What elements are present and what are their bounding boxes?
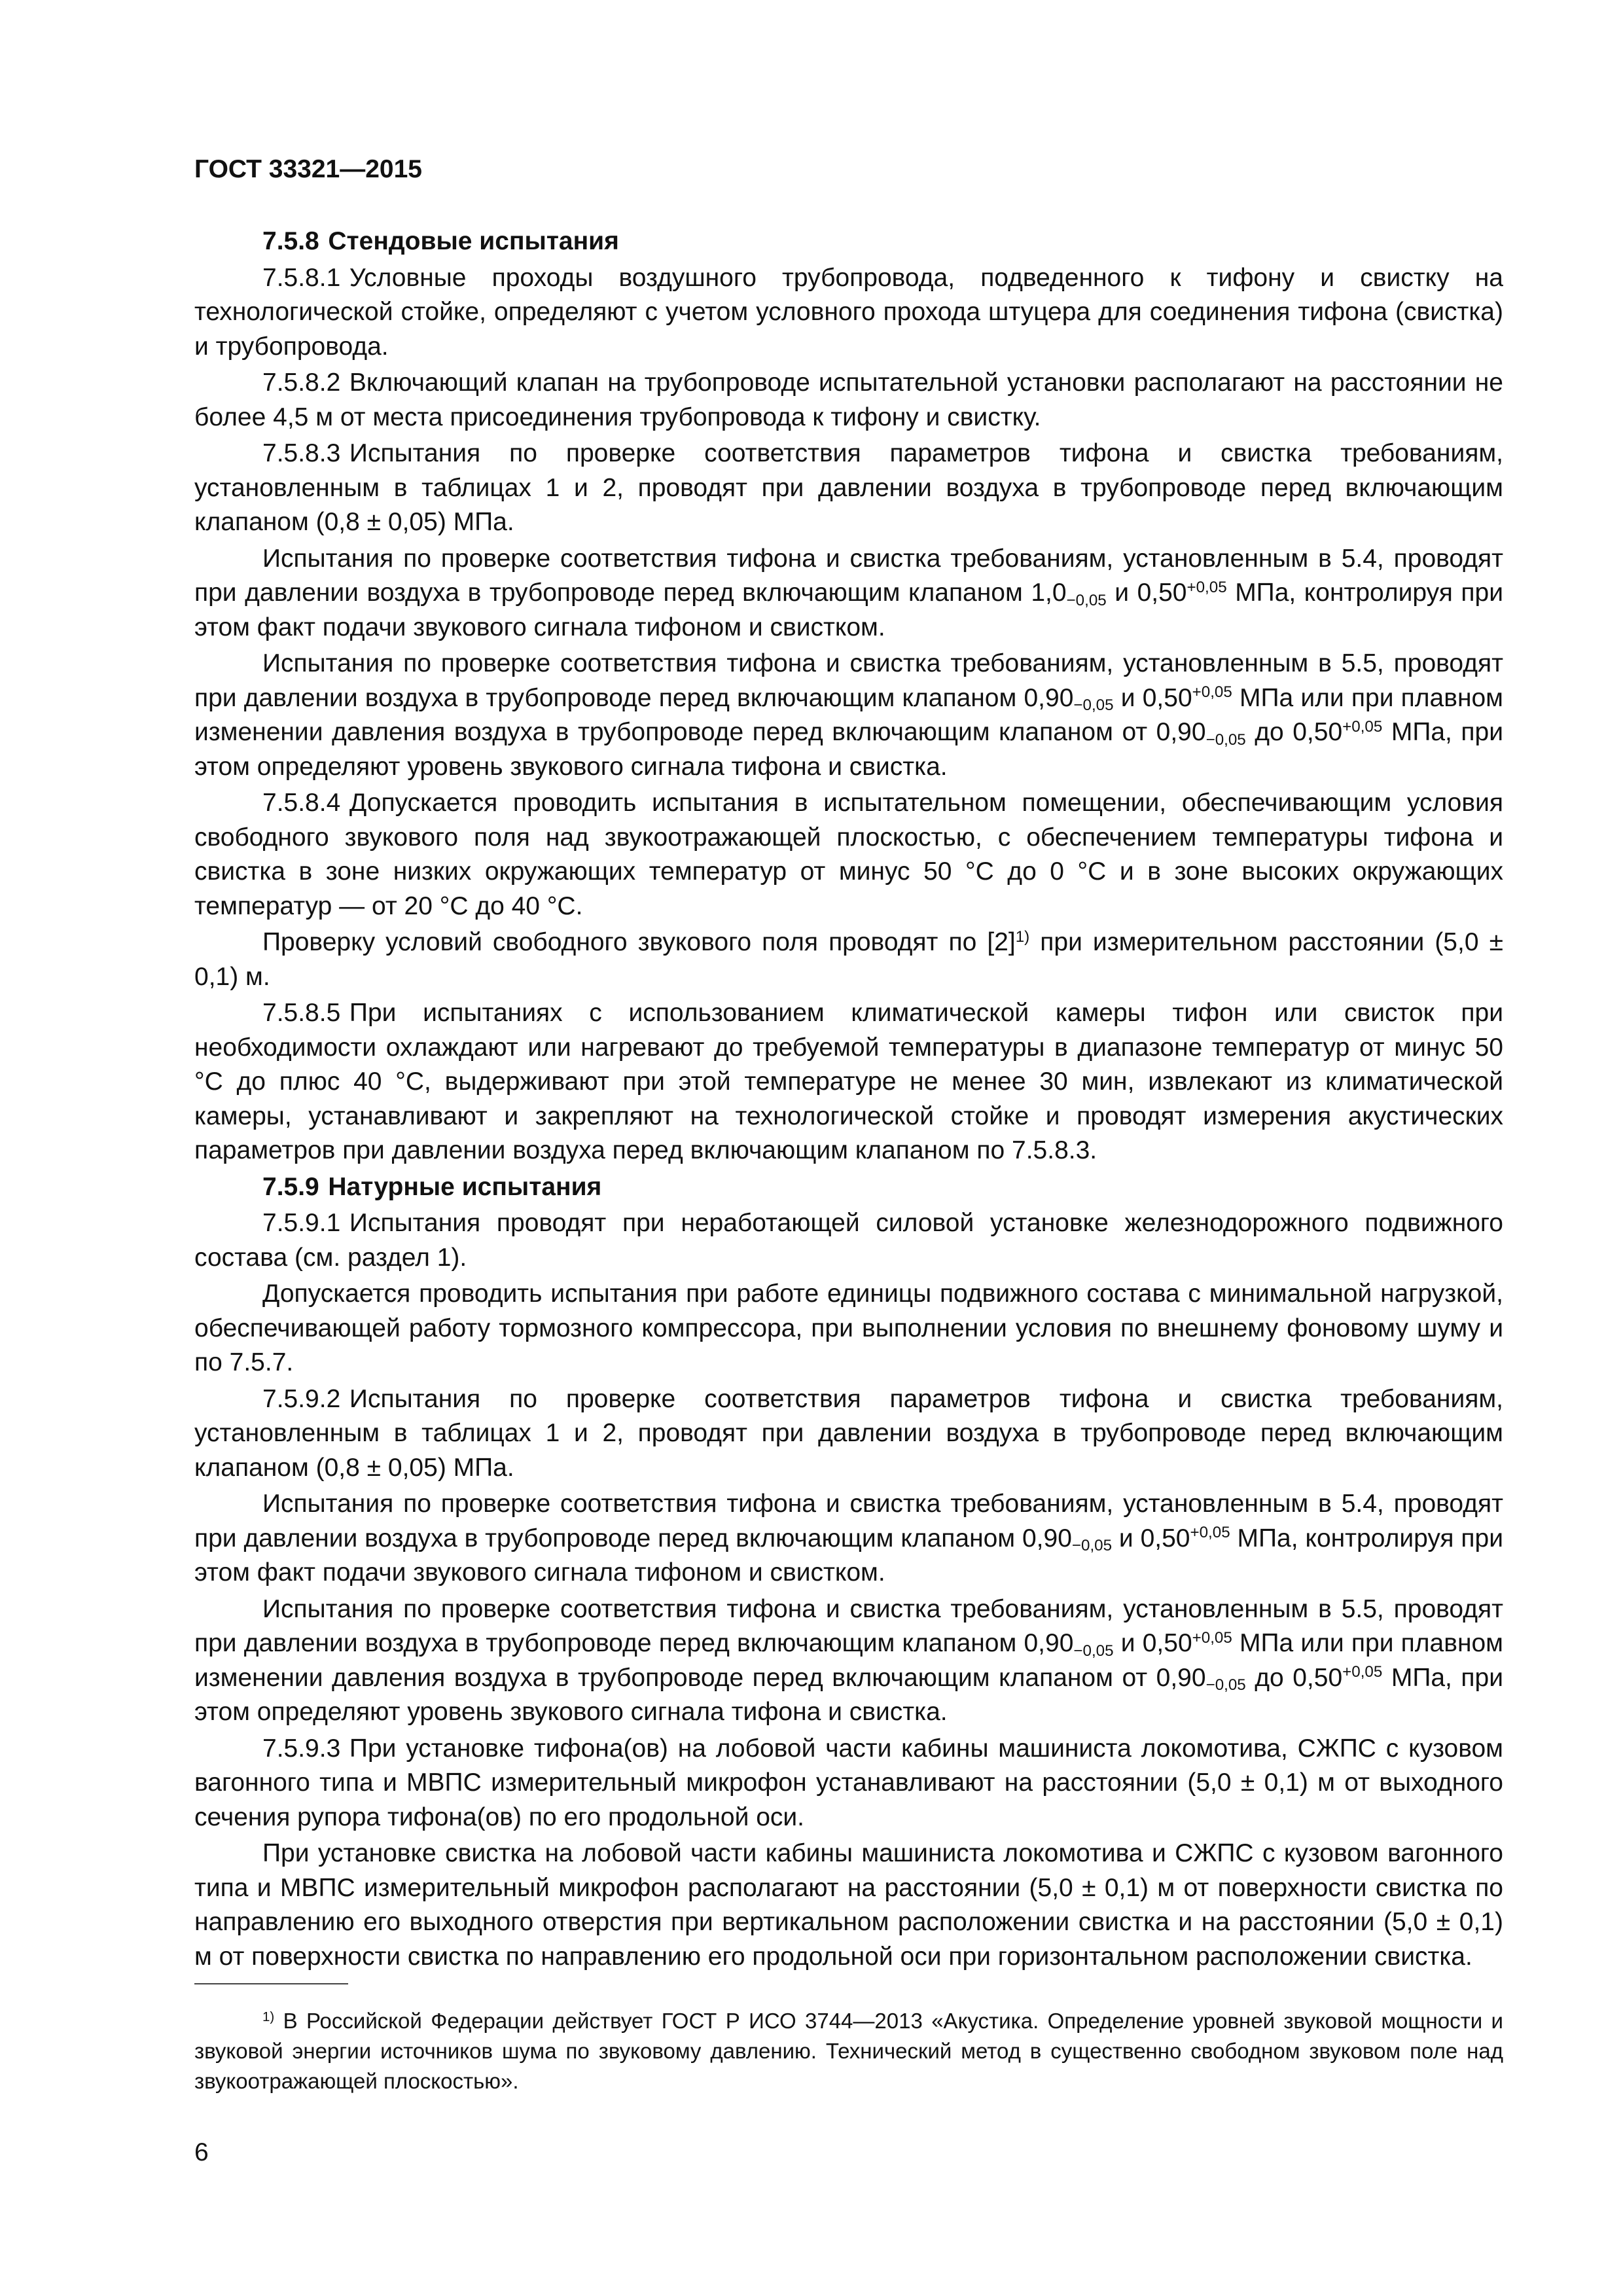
text-run: МПа или при плавном изменении давления воздуха в трубопроводе перед включающим клапаном от 0,90	[194, 683, 1503, 746]
text-run: Проверку условий свободного звукового поля проводят по [2]	[262, 928, 1016, 956]
text-run: МПа, при этом определяют уровень звукового сигнала тифона и свистка.	[194, 718, 1504, 781]
text-run: и 0,50	[1113, 683, 1192, 712]
text-run: до 0,50	[1245, 718, 1343, 746]
footnote-reference[interactable]: 1)	[1015, 927, 1030, 946]
footnote-divider	[194, 1983, 348, 1984]
text-run: и 0,50	[1113, 1629, 1192, 1657]
paragraph-7-5-8-3-b	[194, 542, 1503, 645]
text-run: Испытания по проверке соответствия тифона и свистка требованиям, установленным в 5.4, проводят при давлении воздуха в трубопроводе перед включающим клапаном 1,0	[194, 544, 1503, 607]
clause-number: 7.5.9.3	[262, 1734, 341, 1763]
clause-number: 7.5.8.1	[262, 263, 341, 292]
paragraph-7-5-9-1	[194, 1206, 1503, 1275]
clause-text: Допускается проводить испытания в испытательном помещении, обеспечивающим условия свободного звукового поля над звукоотражающей плоскостью, с обеспечением температуры тифона и свистка в зоне низких окружающих температур от минус 50 °С до 0 °С и в зоне высоких окружающих температур — от 20 °С до 40 °С.	[194, 789, 1503, 920]
paragraph-7-5-8-3-c	[194, 647, 1503, 784]
text-run: МПа, контролируя при этом факт подачи звукового сигнала тифоном и свистком.	[194, 579, 1503, 641]
footnote-marker: 1)	[262, 2009, 275, 2024]
text-run: при измерительном расстоянии (5,0 ± 0,1) м.	[194, 928, 1503, 991]
clause-number: 7.5.8.2	[262, 368, 341, 397]
tolerance-superscript: +0,05	[1342, 1663, 1383, 1681]
clause-text: При установке свистка на лобовой части кабины машиниста локомотива и СЖПС с кузовом вагонного типа и МВПС измерительный микрофон располагают на расстоянии (5,0 ± 0,1) м от поверхности свистка по направлению его выходного отверстия при вертикальном расположении свистка и на расстоянии (5,0 ± 0,1) м от поверхности свистка по направлению его продольной оси при горизонтальном расположении свистка.	[194, 1839, 1503, 1971]
paragraph-7-5-9-1-b	[194, 1277, 1503, 1380]
paragraph-7-5-9-2-b	[194, 1487, 1503, 1590]
text-run: и 0,50	[1112, 1524, 1190, 1552]
section-number: 7.5.9	[262, 1172, 319, 1201]
paragraph-7-5-8-1	[194, 261, 1503, 365]
text-run: до 0,50	[1245, 1663, 1343, 1692]
text-run: МПа, при этом определяют уровень звукового сигнала тифона и свистка.	[194, 1663, 1504, 1726]
page-number: 6	[194, 2138, 209, 2166]
tolerance-superscript: +0,05	[1186, 578, 1227, 596]
text-run: Испытания по проверке соответствия тифона и свистка требованиям, установленным в 5.4, проводят при давлении воздуха в трубопроводе перед включающим клапаном 0,90	[194, 1490, 1503, 1552]
paragraph-7-5-9-2-c	[194, 1592, 1503, 1730]
section-heading-7-5-8	[194, 224, 1503, 259]
paragraph-7-5-8-5	[194, 996, 1503, 1168]
tolerance-subscript: −0,05	[1073, 696, 1114, 715]
section-title: Натурные испытания	[328, 1172, 602, 1201]
text-run: Испытания по проверке соответствия тифона и свистка требованиям, установленным в 5.5, проводят при давлении воздуха в трубопроводе перед включающим клапаном 0,90	[194, 649, 1503, 712]
paragraph-7-5-8-3	[194, 437, 1503, 540]
text-run: МПа, контролируя при этом факт подачи звукового сигнала тифоном и свистком.	[194, 1524, 1504, 1587]
tolerance-subscript: −0,05	[1071, 1537, 1113, 1555]
tolerance-subscript: −0,05	[1205, 730, 1246, 749]
clause-text: Условные проходы воздушного трубопровода, подведенного к тифону и свистку на технологической стойке, определяют с учетом условного прохода штуцера для соединения тифона (свистка) и трубопровода.	[194, 263, 1503, 361]
clause-text: Испытания проводят при неработающей силовой установке железнодорожного подвижного состава (см. раздел 1).	[194, 1209, 1503, 1272]
paragraph-7-5-8-2	[194, 366, 1503, 435]
clause-text: Допускается проводить испытания при работе единицы подвижного состава с минимальной нагрузкой, обеспечивающей работу тормозного компрессора, при выполнении условия по внешнему фоновому шуму и по 7.5.7.	[194, 1280, 1503, 1376]
clause-text: При испытаниях с использованием климатической камеры тифон или свисток при необходимости охлаждают или нагревают до требуемой температуры в диапазоне температур от минус 50 °С до плюс 40 °С, выдерживают при этой температуре не менее 30 мин, извлекают из климатической камеры, устанавливают и закрепляют на технологической стойке и проводят измерения акустических параметров при давлении воздуха перед включающим клапаном по 7.5.8.3.	[194, 999, 1503, 1164]
footnote	[194, 2006, 1503, 2096]
tolerance-superscript: +0,05	[1192, 1628, 1232, 1647]
tolerance-subscript: −0,05	[1073, 1641, 1114, 1660]
tolerance-superscript: +0,05	[1342, 717, 1383, 736]
tolerance-superscript: +0,05	[1192, 683, 1232, 702]
tolerance-superscript: +0,05	[1190, 1524, 1230, 1542]
section-title: Стендовые испытания	[328, 227, 619, 255]
clause-text: При установке тифона(ов) на лобовой части кабины машиниста локомотива, СЖПС с кузовом вагонного типа и МВПС измерительный микрофон устанавливают на расстоянии (5,0 ± 0,1) м от выходного сечения рупора тифона(ов) по его продольной оси.	[194, 1734, 1503, 1831]
document-header: ГОСТ 33321—2015	[194, 155, 422, 183]
clause-text: Испытания по проверке соответствия параметров тифона и свистка требованиям, установленным в таблицах 1 и 2, проводят при давлении воздуха в трубопроводе перед включающим клапаном (0,8 ± 0,05) МПа.	[194, 439, 1503, 536]
paragraph-7-5-9-2	[194, 1382, 1503, 1486]
clause-number: 7.5.9.2	[262, 1384, 341, 1413]
tolerance-subscript: −0,05	[1205, 1676, 1246, 1695]
clause-text: Включающий клапан на трубопроводе испытательной установки располагают на расстоянии не более 4,5 м от места присоединения трубопровода к тифону и свистку.	[194, 368, 1503, 431]
document-page	[194, 154, 1503, 2248]
clause-number: 7.5.8.5	[262, 999, 341, 1027]
clause-text: Испытания по проверке соответствия параметров тифона и свистка требованиям, установленным в таблицах 1 и 2, проводят при давлении воздуха в трубопроводе перед включающим клапаном (0,8 ± 0,05) МПа.	[194, 1384, 1503, 1482]
clause-number: 7.5.9.1	[262, 1209, 341, 1237]
footnote-text: В Российской Федерации действует ГОСТ Р ИСО 3744—2013 «Акустика. Определение уровней звуковой мощности и звуковой энергии источников шума по звуковому давлению. Технический метод в существенно свободном звуковом поле над звукоотражающей плоскостью».	[194, 2009, 1503, 2093]
document-body	[194, 224, 1503, 1974]
text-run: МПа или при плавном изменении давления воздуха в трубопроводе перед включающим клапаном от 0,90	[194, 1629, 1503, 1692]
clause-number: 7.5.8.4	[262, 789, 341, 817]
text-run: Испытания по проверке соответствия тифона и свистка требованиям, установленным в 5.5, проводят при давлении воздуха в трубопроводе перед включающим клапаном 0,90	[194, 1594, 1503, 1657]
paragraph-7-5-8-4-b	[194, 925, 1503, 994]
paragraph-7-5-9-3	[194, 1732, 1503, 1835]
clause-number: 7.5.8.3	[262, 439, 341, 467]
text-run: и 0,50	[1106, 579, 1187, 607]
section-heading-7-5-9	[194, 1170, 1503, 1205]
paragraph-7-5-8-4	[194, 786, 1503, 924]
tolerance-subscript: −0,05	[1066, 591, 1107, 609]
section-number: 7.5.8	[262, 227, 319, 255]
paragraph-7-5-9-3-b	[194, 1837, 1503, 1974]
